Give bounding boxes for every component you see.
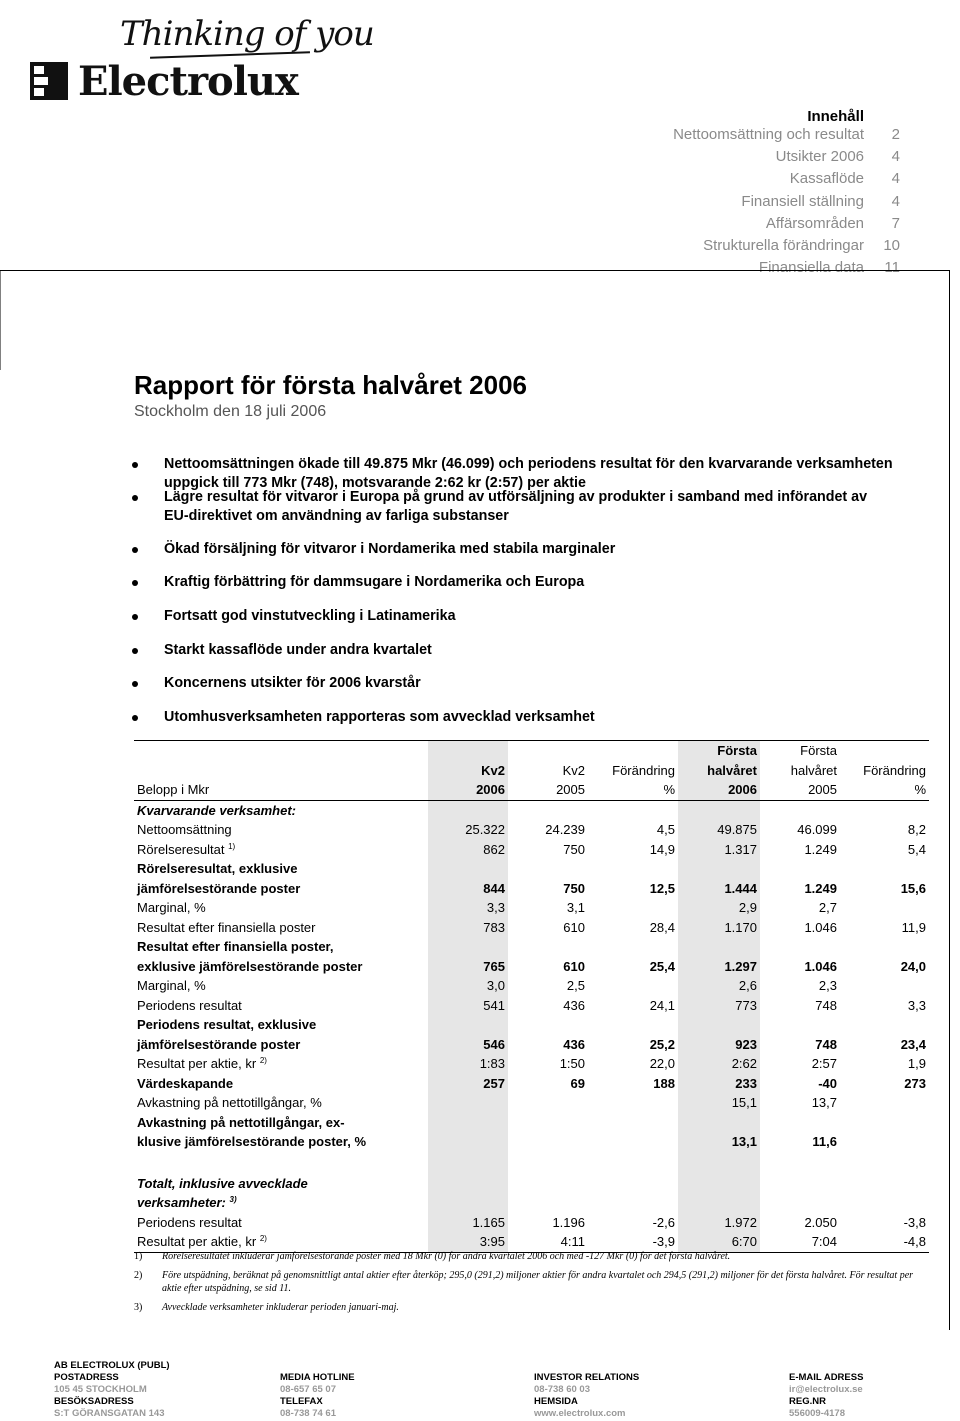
frame-corner-line — [0, 250, 140, 370]
table-section-row: Totalt, inklusive avvecklade — [134, 1174, 929, 1194]
footnote: 1) Rörelseresultatet inkluderar jämförelsestörande poster med 18 Mkr (0) för andra kvartalet 2006 och med -127 Mkr (0) för det första halvåret. — [134, 1251, 731, 1262]
table-row: Resultat efter finansiella poster, — [134, 937, 929, 957]
highlight-bullet: Ökad försäljning för vitvaror i Nordamerika med stabila marginaler — [134, 540, 894, 559]
table-row: Värdeskapande 257 69 188 233 -40 273 — [134, 1074, 929, 1094]
contents-item[interactable]: Nettoomsättning och resultat 2 — [673, 126, 900, 143]
financial-table — [134, 740, 929, 1253]
table-row: exklusive jämförelsestörande poster 765 610 25,4 1.297 1.046 24,0 — [134, 957, 929, 977]
highlight-bullet: Kraftig förbättring för dammsugare i Nordamerika och Europa — [134, 573, 894, 592]
highlight-bullet: Lägre resultat för vitvaror i Europa på grund av utförsäljning av produkter i samband med införandet av EU-direktivet om användning av farliga substanser — [134, 488, 894, 526]
table-section-row: verksamheter: $^{3)}$ — [134, 1193, 929, 1213]
table-row: Resultat per aktie, kr $^{2)}$ 1:83 1:50 22,0 2:62 2:57 1,9 — [134, 1054, 929, 1074]
footnote: 2) Före utspädning, beräknat på genomsnittligt antal aktier efter återköp; 295,0 (291,2) miljoner aktier för andra kvartalet och 294,5 (291,2) miljoner för det första halvåret. För resultat per aktie efter utspädning, se sid 11. — [134, 1270, 914, 1294]
footer-investor: INVESTOR RELATIONS 08-738 60 03 HEMSIDA www.electrolux.com — [534, 1372, 640, 1419]
footer-media: MEDIA HOTLINE 08-657 65 07 TELEFAX 08-738 74 61 — [280, 1372, 355, 1419]
table-row: Nettoomsättning 25.322 24.239 4,5 49.875 46.099 8,2 — [134, 820, 929, 840]
highlight-bullet: Fortsatt god vinstutveckling i Latinamerika — [134, 607, 894, 626]
table-row: Marginal, % 3,3 3,1 2,9 2,7 — [134, 898, 929, 918]
footer-company: AB ELECTROLUX (PUBL) POSTADRESS 105 45 STOCKHOLM BESÖKSADRESS S:T GÖRANSGATAN 143 — [54, 1360, 170, 1419]
bullet-dot — [132, 614, 138, 620]
bullet-dot — [132, 648, 138, 654]
contents-list — [560, 124, 900, 279]
table-row: Periodens resultat, exklusive — [134, 1015, 929, 1035]
table-section-row: Kvarvarande verksamhet: — [134, 800, 929, 820]
table-header-row: Första Första — [134, 741, 929, 761]
bullet-dot — [132, 547, 138, 553]
bullet-dot — [132, 495, 138, 501]
table-row: Rörelseresultat, exklusive — [134, 859, 929, 879]
highlight-bullet: Koncernens utsikter för 2006 kvarstår — [134, 674, 894, 693]
highlight-bullet: Utomhusverksamheten rapporteras som avvecklad verksamhet — [134, 708, 894, 727]
table-row: Avkastning på nettotillgångar, ex- — [134, 1113, 929, 1133]
report-title: Rapport för första halvåret 2006 — [134, 370, 528, 400]
table-row: klusive jämförelsestörande poster, % 13,1 11,6 — [134, 1132, 929, 1152]
report-subtitle: Stockholm den 18 juli 2006 — [134, 403, 327, 420]
tagline: Thinking of you — [120, 14, 374, 54]
table-row: Resultat efter finansiella poster 783 610 28,4 1.170 1.046 11,9 — [134, 918, 929, 938]
bullet-dot — [132, 462, 138, 468]
table-row: Periodens resultat 541 436 24,1 773 748 3,3 — [134, 996, 929, 1016]
table-header-row: Belopp i Mkr 2006 2005 % 2006 2005 % — [134, 780, 929, 800]
highlight-bullet: Starkt kassaflöde under andra kvartalet — [134, 641, 894, 660]
table-spacer-row — [134, 1152, 929, 1174]
contents-item[interactable]: Kassaflöde 4 — [789, 170, 900, 188]
bullet-dot — [132, 681, 138, 687]
contents-item[interactable]: Utsikter 2006 4 — [775, 148, 900, 166]
footer-email: E-MAIL ADRESS ir@electrolux.se REG.NR 556009-4178 — [789, 1372, 864, 1419]
table-row: Marginal, % 3,0 2,5 2,6 2,3 — [134, 976, 929, 996]
table-row: Resultat per aktie, kr $^{2)}$ 3:95 4:11 -3,9 6:70 7:04 -4,8 — [134, 1232, 929, 1252]
highlight-bullet: Nettoomsättningen ökade till 49.875 Mkr (46.099) och periodens resultat för den kvarvarande verksamheten uppgick till 773 Mkr (748), motsvarande 2:62 kr (2:57) per aktie — [134, 455, 894, 493]
contents-item[interactable]: Finansiell ställning 4 — [741, 192, 900, 210]
contents-item[interactable]: Finansiella data 11 — [758, 259, 900, 277]
contents-item[interactable]: Strukturella förändringar 10 — [703, 236, 900, 254]
table-row: jämförelsestörande poster 546 436 25,2 923 748 23,4 — [134, 1035, 929, 1055]
bullet-dot — [132, 580, 138, 586]
website-link[interactable]: www.electrolux.com — [534, 1408, 626, 1419]
footnote: 3) Avvecklade verksamheter inkluderar perioden januari-maj. — [134, 1302, 399, 1313]
table-row: Avkastning på nettotillgångar, % 15,1 13,7 — [134, 1093, 929, 1113]
table-row: Rörelseresultat $^{1)}$ 862 750 14,9 1.317 1.249 5,4 — [134, 840, 929, 860]
contents-title: Innehåll — [807, 108, 864, 125]
email-link[interactable]: ir@electrolux.se — [789, 1384, 863, 1395]
table-header-row: Kv2 Kv2 Förändring halvåret halvåret Förändring — [134, 761, 929, 781]
contents-item[interactable]: Affärsområden 7 — [765, 214, 900, 232]
table-row: jämförelsestörande poster 844 750 12,5 1.444 1.249 15,6 — [134, 879, 929, 899]
bullet-dot — [132, 715, 138, 721]
footnotes — [134, 1250, 934, 1320]
table-row: Periodens resultat 1.165 1.196 -2,6 1.972 2.050 -3,8 — [134, 1213, 929, 1233]
brand-name: Electrolux — [78, 58, 298, 105]
electrolux-logo-icon — [30, 62, 68, 100]
